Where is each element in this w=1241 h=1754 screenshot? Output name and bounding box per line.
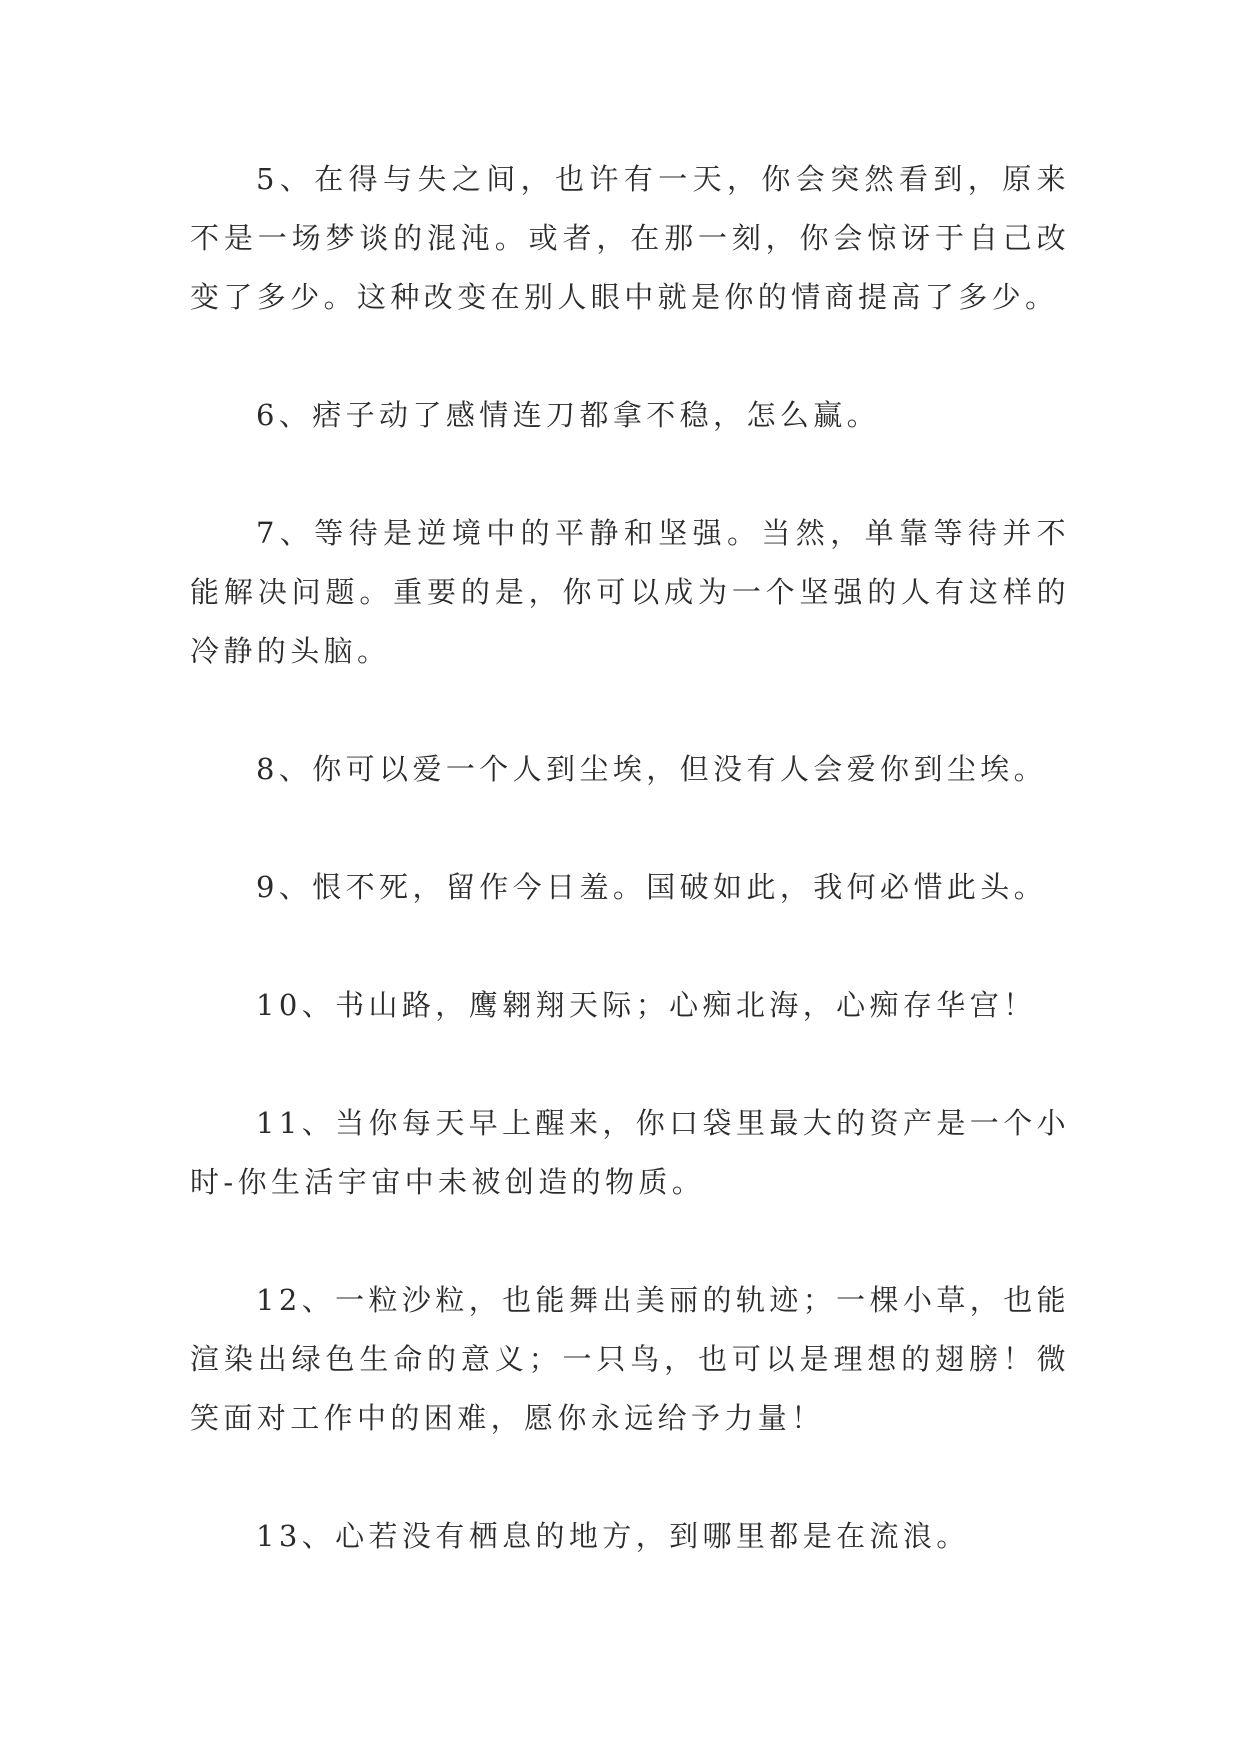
quote-paragraph-13: 13、心若没有栖息的地方，到哪里都是在流浪。 [256,1519,970,1553]
document-body [190,150,1070,1625]
quote-paragraph-8: 8、你可以爱一个人到尘埃，但没有人会爱你到尘埃。 [256,752,1048,786]
quote-paragraph-5: 5、在得与失之间，也许有一天，你会突然看到，原来不是一场梦谈的混沌。或者，在那一刻，你会惊讶于自己改变了多少。这种改变在别人眼中就是你的情商提高了多少。 [190,162,1070,314]
quote-paragraph-12: 12、一粒沙粒，也能舞出美丽的轨迹；一棵小草，也能渲染出绿色生命的意义；一只鸟，也可以是理想的翅膀！微笑面对工作中的困难，愿你永远给予力量！ [190,1283,1070,1435]
quote-paragraph-6: 6、痞子动了感情连刀都拿不稳，怎么赢。 [256,398,881,432]
quote-paragraph-11: 11、当你每天早上醒来，你口袋里最大的资产是一个小时-你生活宇宙中未被创造的物质。 [190,1106,1070,1199]
quote-paragraph-10: 10、书山路，鹰翱翔天际；心痴北海，心痴存华宫！ [256,988,1037,1022]
quote-paragraph-9: 9、恨不死，留作今日羞。国破如此，我何必惜此头。 [256,870,1048,904]
quote-paragraph-7: 7、等待是逆境中的平静和坚强。当然，单靠等待并不能解决问题。重要的是，你可以成为一个坚强的人有这样的冷静的头脑。 [190,516,1070,668]
